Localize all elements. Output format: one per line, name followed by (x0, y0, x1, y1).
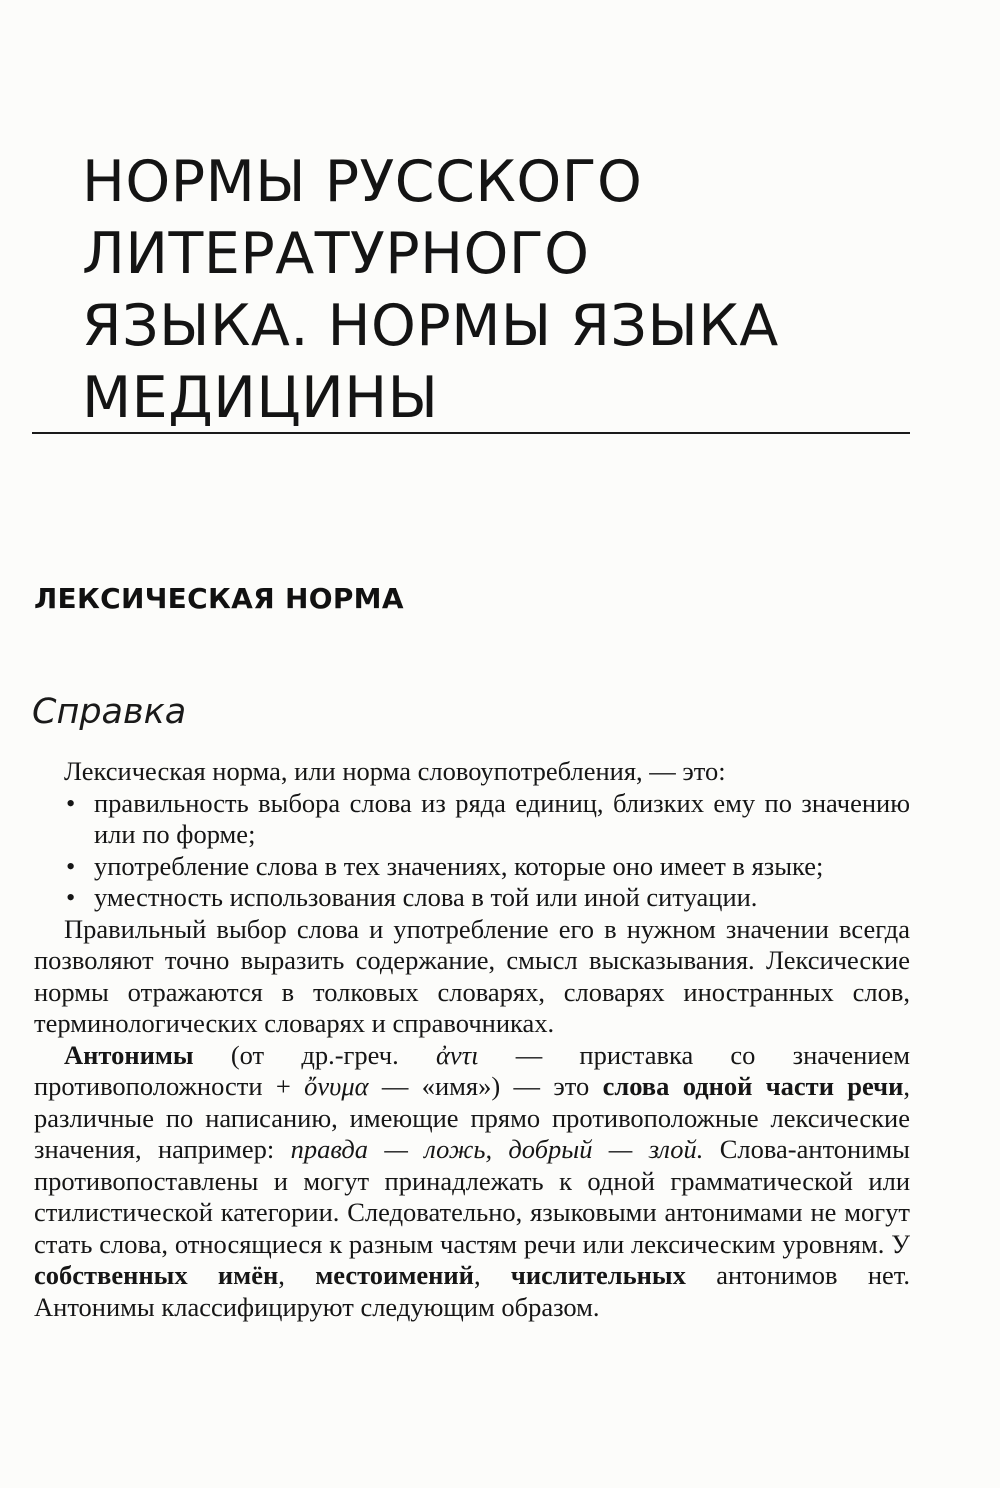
chapter-title-line: ЯЗЫКА. НОРМЫ ЯЗЫКА (82, 293, 779, 359)
chapter-divider (32, 432, 910, 434)
bold-phrase: слова одной части речи (602, 1071, 904, 1101)
greek-word: ἀντι (435, 1039, 479, 1070)
chapter-title (82, 146, 922, 434)
list-item (66, 787, 910, 851)
list-item-text: уместность использования слова в той или иной ситуации. (94, 882, 758, 912)
list-item (66, 882, 910, 914)
bullet-icon: • (66, 882, 76, 912)
term-antonyms: Антонимы (64, 1039, 194, 1070)
example-phrase: правда — ложь, добрый — злой. (290, 1134, 704, 1164)
list-item-text: употребление слова в тех значениях, которые оно имеет в языке; (94, 850, 824, 881)
text-run: , различные по написанию, имеющие прямо противоположные лексические значения, например: (34, 1071, 910, 1164)
paragraph-antonyms (34, 1040, 910, 1324)
paragraph-lexical-norms: Правильный выбор слова и употребление его в нужном значении всегда позволяют точно выразить содержание, смысл высказывания. Лексические нормы отражаются в толковых словарях, словарях иностранных слов, терминологических словарях и справочниках. (34, 913, 910, 1038)
bullet-icon: • (66, 850, 76, 881)
section-title: ЛЕКСИЧЕСКАЯ НОРМА (34, 582, 404, 615)
text-run: антонимов нет. Антонимы классифицируют следующим образом. (34, 1260, 911, 1322)
text-run: — «имя») — это (368, 1071, 603, 1101)
intro-paragraph: Лексическая норма, или норма словоупотребления, — это: (64, 756, 726, 786)
bold-phrase: собственных имён (34, 1260, 279, 1290)
text-run: Слова-антонимы противопоставлены и могут принадлежать к одной грамматической или стилистической категории. Следовательно, языковыми антонимами не могут стать слова, относящиеся к разным частям речи или лексическим уровням. У (34, 1134, 910, 1259)
text-run: (от др.-греч. (193, 1039, 436, 1070)
list-item-text: правильность выбора слова из ряда единиц, близких ему по значению или по форме; (94, 787, 910, 849)
chapter-title-line: МЕДИЦИНЫ (82, 365, 439, 431)
text-run: , (473, 1260, 511, 1290)
greek-word: ὄνυμα (304, 1071, 369, 1101)
chapter-title-line: ЛИТЕРАТУРНОГО (82, 221, 590, 287)
bold-phrase: местоимений (315, 1260, 474, 1290)
text-run: , (278, 1260, 316, 1290)
list-item (66, 850, 910, 883)
text-run: — приставка со значением противоположности + (34, 1039, 910, 1101)
section-subtitle: Справка (32, 692, 187, 732)
bold-phrase: числительных (510, 1260, 686, 1290)
body-text (34, 756, 910, 1323)
bullet-icon: • (66, 787, 76, 818)
bullet-list (34, 788, 910, 914)
chapter-title-line: НОРМЫ РУССКОГО (82, 149, 643, 215)
